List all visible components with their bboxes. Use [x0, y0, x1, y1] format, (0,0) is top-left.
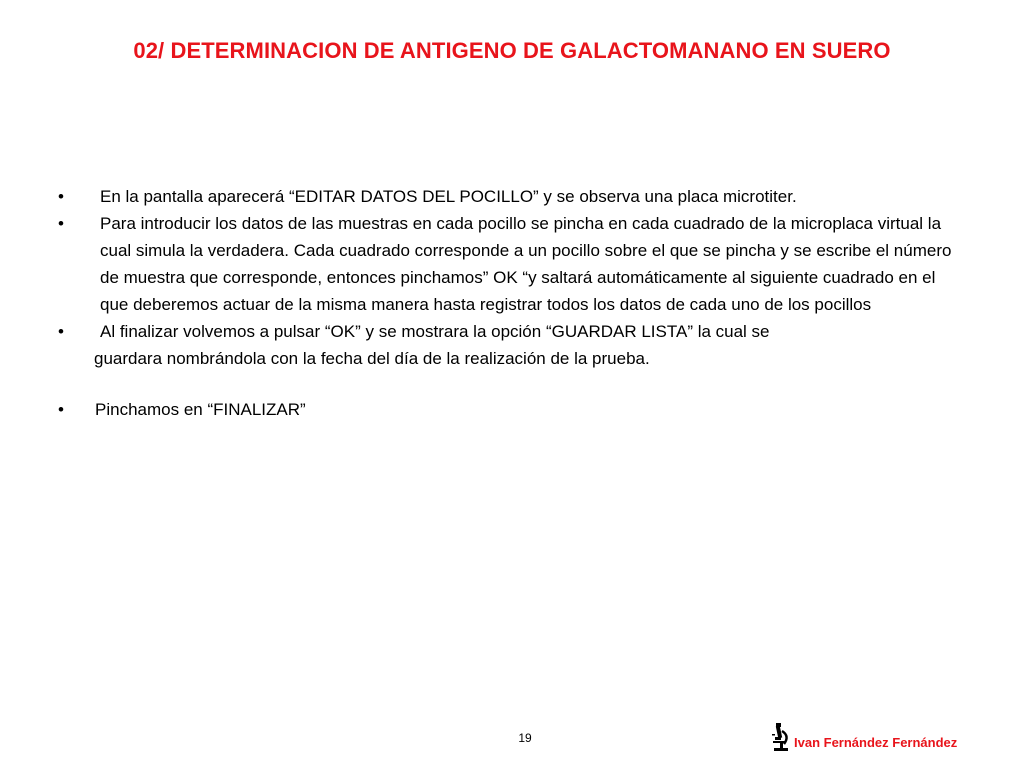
bullet-symbol: • [58, 187, 64, 206]
bullet-text: En la pantalla aparecerá “EDITAR DATOS DEL POCILLO” y se observa una placa microtiter. [100, 187, 797, 206]
bullet-text-first-line: Al finalizar volvemos a pulsar “OK” y se mostrara la opción “GUARDAR LISTA” la cual se [100, 322, 770, 341]
bullet-symbol: • [58, 322, 64, 341]
bullet-text [58, 318, 958, 372]
bullet-text: Para introducir los datos de las muestras en cada pocillo se pincha en cada cuadrado de la microplaca virtual la cual simula la verdadera. Cada cuadrado corresponde a un pocillo sobre el que se pincha y se escribe el número de muestra que corresponde, entonces pinchamos” OK “y saltará automáticamente al siguiente cuadrado en el que deberemos actuar de la misma manera hasta registrar todos los datos de cada uno de los pocillos [100, 214, 952, 314]
list-item [58, 318, 958, 372]
bullet-symbol: • [58, 400, 64, 419]
bullet-text: Pinchamos en “FINALIZAR” [95, 400, 306, 419]
list-item [58, 396, 958, 423]
bullet-list [58, 183, 958, 423]
bullet-symbol: • [58, 214, 64, 233]
microscope-icon [770, 722, 792, 752]
author-name: Ivan Fernández Fernández [794, 735, 958, 750]
list-item [58, 183, 958, 210]
page-number: 19 [518, 731, 532, 745]
list-item [58, 210, 958, 318]
footer-author [770, 726, 957, 752]
slide-title: 02/ DETERMINACION DE ANTIGENO DE GALACTOMANANO EN SUERO [133, 38, 891, 63]
bullet-text-continuation: guardara nombrándola con la fecha del día de la realización de la prueba. [94, 349, 650, 368]
